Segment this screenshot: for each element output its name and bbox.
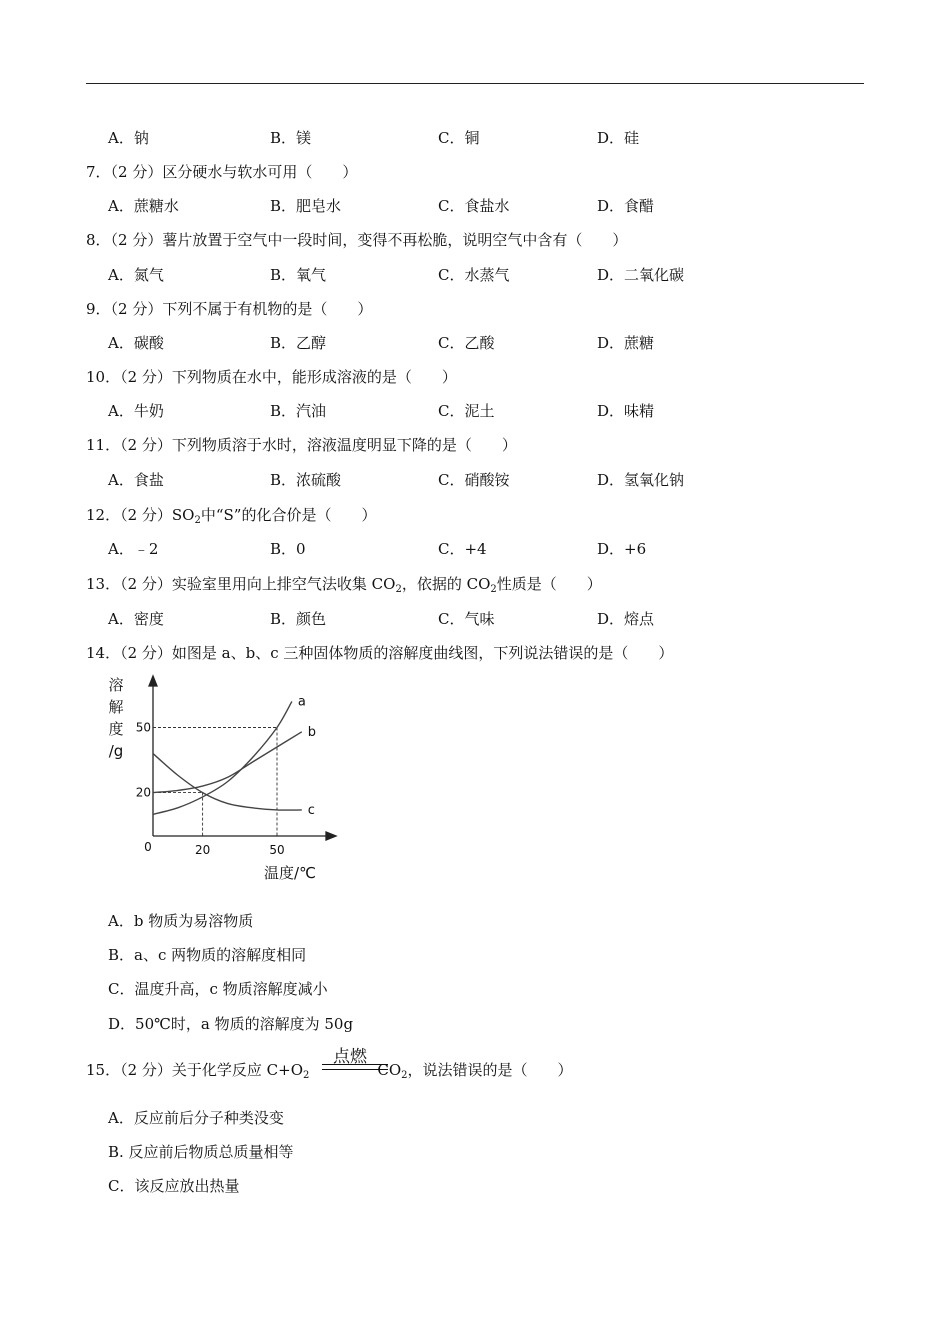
q13-option-b[interactable]: B．颜色 [270,610,327,628]
curve-label-a: a [297,694,306,710]
q15-option-a[interactable]: A．反应前后分子种类没变 [108,1109,284,1127]
q8-option-c[interactable]: C．水蒸气 [438,266,510,284]
q8-option-d[interactable]: D．二氧化碳 [597,266,685,284]
q10-option-c[interactable]: C．泥土 [438,402,495,420]
q12-option-c[interactable]: C．+4 [438,540,487,558]
q13-option-a[interactable]: A．密度 [108,610,164,628]
curve-label-c: c [307,802,315,818]
q6-options [108,127,808,149]
q13-option-d[interactable]: D．熔点 [597,610,655,628]
q9-option-b[interactable]: B．乙醇 [270,334,327,352]
q8-options [108,264,808,286]
x-tick-50: 50 [269,843,285,857]
q14-option-b[interactable]: B．a、c 两物质的溶解度相同 [108,946,307,964]
q7-option-b[interactable]: B．肥皂水 [270,197,342,215]
y-tick-20: 20 [135,785,151,800]
q7-stem: 7．（2 分）区分硬水与软水可用（ ） [86,163,358,181]
y-label-line-2: 度 [108,720,124,738]
q11-option-a[interactable]: A．食盐 [108,471,164,489]
y-label-line-1: 解 [108,698,124,716]
q14-option-d[interactable]: D．50℃时，a 物质的溶解度为 50g [108,1015,354,1033]
q15-option-b[interactable]: B. 反应前后物质总质量相等 [108,1143,294,1161]
q6-option-d[interactable]: D．硅 [597,129,640,147]
q12-options [108,538,808,560]
q11-option-c[interactable]: C．硝酸铵 [438,471,510,489]
q7-option-d[interactable]: D．食醋 [597,197,655,215]
curve-label-b: b [307,724,317,740]
y-label-line-3: /g [108,742,124,760]
q9-options [108,332,808,354]
q8-stem: 8．（2 分）薯片放置于空气中一段时间，变得不再松脆，说明空气中含有（ ） [86,231,628,249]
q8-option-b[interactable]: B．氧气 [270,266,327,284]
q14-option-c[interactable]: C．温度升高，c 物质溶解度减小 [108,980,328,998]
curve-labels [298,694,316,818]
curve-b [153,732,302,793]
q8-option-a[interactable]: A．氮气 [108,266,164,284]
q10-options [108,400,808,422]
q10-option-a[interactable]: A．牛奶 [108,402,164,420]
q15-stem: 点燃 15．（2 分）关于化学反应 $C+O_2$ $CO_2$，说法错误的是（ ） [86,1042,786,1086]
q7-option-a[interactable]: A．蔗糖水 [108,197,179,215]
header-rule [86,83,864,84]
q13-options [108,608,808,630]
curves [153,701,302,814]
q10-option-d[interactable]: D．味精 [597,402,655,420]
q12-option-d[interactable]: D．+6 [597,540,647,558]
q15-option-c[interactable]: C．该反应放出热量 [108,1177,240,1195]
q13-stem: 13．（2 分）实验室里用向上排空气法收集 $CO_2$，依据的 $CO_2$性质是（ ） [86,575,602,595]
q14-option-a[interactable]: A．b 物质为易溶物质 [108,912,254,930]
q9-option-c[interactable]: C．乙酸 [438,334,495,352]
y-tick-50: 50 [135,720,151,735]
q6-option-a[interactable]: A．钠 [108,129,149,147]
q12-stem: 12．（2 分）$SO_2$中“S”的化合价是（ ） [86,506,377,526]
q11-stem: 11．（2 分）下列物质溶于水时，溶液温度明显下降的是（ ） [86,436,517,454]
q10-stem: 10．（2 分）下列物质在水中，能形成溶液的是（ ） [86,368,457,386]
reaction-condition: 点燃 [333,1047,367,1067]
q11-options [108,469,808,491]
curve-a [153,701,292,814]
y-label-line-0: 溶 [108,676,124,694]
q7-option-c[interactable]: C．食盐水 [438,197,510,215]
q9-option-a[interactable]: A．碳酸 [108,334,164,352]
q9-stem: 9．（2 分）下列不属于有机物的是（ ） [86,300,373,318]
q12-option-a[interactable]: A．﹣2 [108,540,159,558]
q11-option-d[interactable]: D．氢氧化钠 [597,471,685,489]
q7-options [108,195,808,217]
q9-option-d[interactable]: D．蔗糖 [597,334,655,352]
q12-option-b[interactable]: B．0 [270,540,306,558]
y-axis-label [108,676,123,760]
origin-label: 0 [144,840,152,854]
q11-option-b[interactable]: B．浓硫酸 [270,471,342,489]
y-axis-arrow [149,676,157,686]
solubility-chart [100,670,350,890]
x-tick-20: 20 [194,843,211,857]
q10-option-b[interactable]: B．汽油 [270,402,327,420]
q14-stem: 14．（2 分）如图是 a、b、c 三种固体物质的溶解度曲线图，下列说法错误的是（ ） [86,644,674,662]
q6-option-b[interactable]: B．镁 [270,129,312,147]
x-axis-label: 温度/℃ [264,864,316,882]
q13-option-c[interactable]: C．气味 [438,610,495,628]
q6-option-c[interactable]: C．铜 [438,129,480,147]
x-axis-arrow [326,832,336,840]
